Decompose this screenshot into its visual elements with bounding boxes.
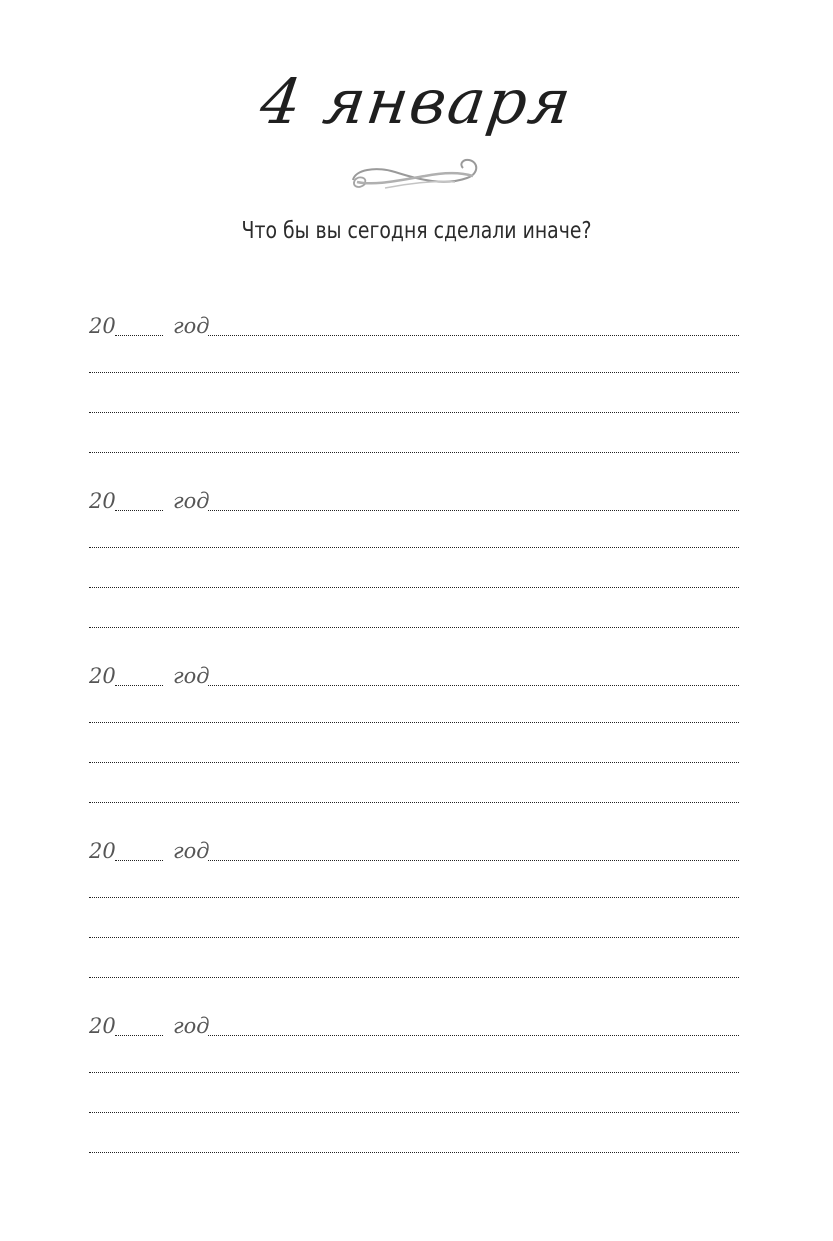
writing-line[interactable] <box>89 412 739 413</box>
writing-line[interactable] <box>89 1072 739 1073</box>
year-input-line[interactable] <box>115 335 163 336</box>
year-prefix: 20 <box>89 839 116 863</box>
entry-first-line[interactable] <box>208 510 739 511</box>
writing-line[interactable] <box>89 1152 739 1153</box>
entry-header <box>89 833 739 861</box>
journal-entry-3 <box>89 658 739 798</box>
year-word: год <box>173 1014 210 1038</box>
writing-line[interactable] <box>89 372 739 373</box>
year-word: год <box>173 489 210 513</box>
question-prompt: Что бы вы сегодня сделали иначе? <box>241 218 592 244</box>
writing-line[interactable] <box>89 587 739 588</box>
entry-first-line[interactable] <box>208 335 739 336</box>
year-input-line[interactable] <box>115 1035 163 1036</box>
writing-line[interactable] <box>89 977 739 978</box>
year-input-line[interactable] <box>115 685 163 686</box>
year-word: год <box>173 664 210 688</box>
year-prefix: 20 <box>89 489 116 513</box>
year-prefix: 20 <box>89 664 116 688</box>
entry-header <box>89 1008 739 1036</box>
writing-line[interactable] <box>89 547 739 548</box>
entry-first-line[interactable] <box>208 685 739 686</box>
entry-header <box>89 483 739 511</box>
writing-line[interactable] <box>89 762 739 763</box>
year-word: год <box>173 314 210 338</box>
entry-first-line[interactable] <box>208 1035 739 1036</box>
entry-header <box>89 658 739 686</box>
writing-line[interactable] <box>89 802 739 803</box>
year-prefix: 20 <box>89 1014 116 1038</box>
writing-line[interactable] <box>89 937 739 938</box>
page-title: 4 января <box>256 65 578 138</box>
entry-first-line[interactable] <box>208 860 739 861</box>
writing-line[interactable] <box>89 627 739 628</box>
year-word: год <box>173 839 210 863</box>
journal-entry-5 <box>89 1008 739 1148</box>
journal-entry-2 <box>89 483 739 623</box>
writing-line[interactable] <box>89 452 739 453</box>
year-input-line[interactable] <box>115 510 163 511</box>
year-input-line[interactable] <box>115 860 163 861</box>
writing-line[interactable] <box>89 1112 739 1113</box>
journal-entry-4 <box>89 833 739 973</box>
writing-line[interactable] <box>89 722 739 723</box>
entry-header <box>89 308 739 336</box>
journal-entry-1 <box>89 308 739 448</box>
year-prefix: 20 <box>89 314 116 338</box>
writing-line[interactable] <box>89 897 739 898</box>
flourish-ornament-icon <box>345 150 485 196</box>
